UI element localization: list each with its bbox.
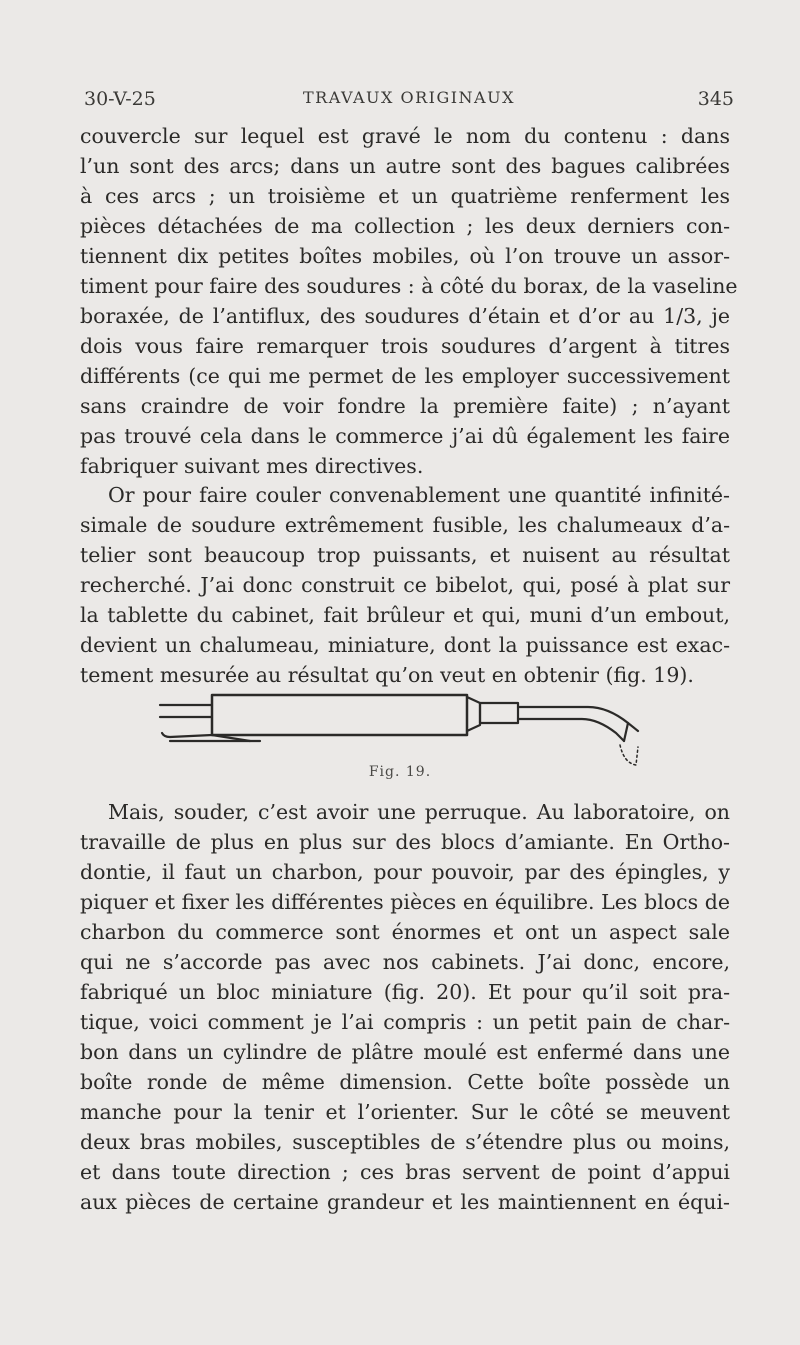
text-line: manche pour la tenir et l’orienter. Sur le côté se meuvent [80, 1100, 730, 1124]
text-line: tiennent dix petites boîtes mobiles, où l’on trouve un assor- [80, 244, 730, 268]
text-line: devient un chalumeau, miniature, dont la puissance est exac- [80, 633, 730, 657]
text-line: tement mesurée au résultat qu’on veut en obtenir (fig. 19). [80, 663, 694, 687]
header-title: TRAVAUX ORIGINAUX [303, 88, 515, 107]
text-line: tique, voici comment je l’ai compris : un petit pain de char- [80, 1010, 730, 1034]
text-line: boraxée, de l’antiflux, des soudures d’étain et d’or au 1/3, je [80, 304, 730, 328]
text-line: Mais, souder, c’est avoir une perruque. Au laboratoire, on [108, 800, 730, 824]
text-line: piquer et fixer les différentes pièces en équilibre. Les blocs de [80, 890, 730, 914]
text-line: dois vous faire remarquer trois soudures d’argent à titres [80, 334, 730, 358]
text-line: recherché. J’ai donc construit ce bibelot, qui, posé à plat sur [80, 573, 730, 597]
text-line: l’un sont des arcs; dans un autre sont des bagues calibrées [80, 154, 730, 178]
text-line: qui ne s’accorde pas avec nos cabinets. J’ai donc, encore, [80, 950, 730, 974]
text-line: telier sont beaucoup trop puissants, et nuisent au résultat [80, 543, 730, 567]
running-header [84, 88, 734, 118]
text-line: aux pièces de certaine grandeur et les maintiennent en équi- [80, 1190, 730, 1214]
text-line: pièces détachées de ma collection ; les deux derniers con- [80, 214, 730, 238]
text-line: sans craindre de voir fondre la première faite) ; n’ayant [80, 394, 730, 418]
text-line: travaille de plus en plus sur des blocs d’amiante. En Ortho- [80, 830, 730, 854]
text-line: et dans toute direction ; ces bras servent de point d’appui [80, 1160, 730, 1184]
header-date: 30-V-25 [84, 88, 156, 110]
text-line: charbon du commerce sont énormes et ont un aspect sale [80, 920, 730, 944]
text-line: pas trouvé cela dans le commerce j’ai dû également les faire [80, 424, 730, 448]
paragraph-2 [80, 480, 730, 690]
paragraph-1 [80, 121, 738, 481]
text-line: timent pour faire des soudures : à côté du borax, de la vaseline [80, 274, 738, 298]
cylinder-body [212, 695, 467, 735]
text-line: simale de soudure extrêmement fusible, les chalumeaux d’a- [80, 513, 730, 537]
page-number: 345 [697, 88, 734, 110]
blowpipe-illustration [150, 685, 660, 770]
text-line: bon dans un cylindre de plâtre moulé est enfermé dans une [80, 1040, 730, 1064]
text-line: boîte ronde de même dimension. Cette boîte possède un [80, 1070, 730, 1094]
text-line: dontie, il faut un charbon, pour pouvoir, par des épingles, y [80, 860, 730, 884]
text-line: Or pour faire couler convenablement une quantité infinité- [108, 483, 730, 507]
text-line: à ces arcs ; un troisième et un quatrième renferment les [80, 184, 730, 208]
text-line: fabriqué un bloc miniature (fig. 20). Et pour qu’il soit pra- [80, 980, 730, 1004]
text-line: différents (ce qui me permet de les employer successivement [80, 364, 730, 388]
paragraph-3 [80, 797, 730, 1217]
text-line: fabriquer suivant mes directives. [80, 454, 424, 478]
text-line: couvercle sur lequel est gravé le nom du contenu : dans [80, 124, 730, 148]
text-line: la tablette du cabinet, fait brûleur et qui, muni d’un embout, [80, 603, 730, 627]
figure-caption: Fig. 19. [368, 764, 432, 780]
text-line: deux bras mobiles, susceptibles de s’étendre plus ou moins, [80, 1130, 730, 1154]
